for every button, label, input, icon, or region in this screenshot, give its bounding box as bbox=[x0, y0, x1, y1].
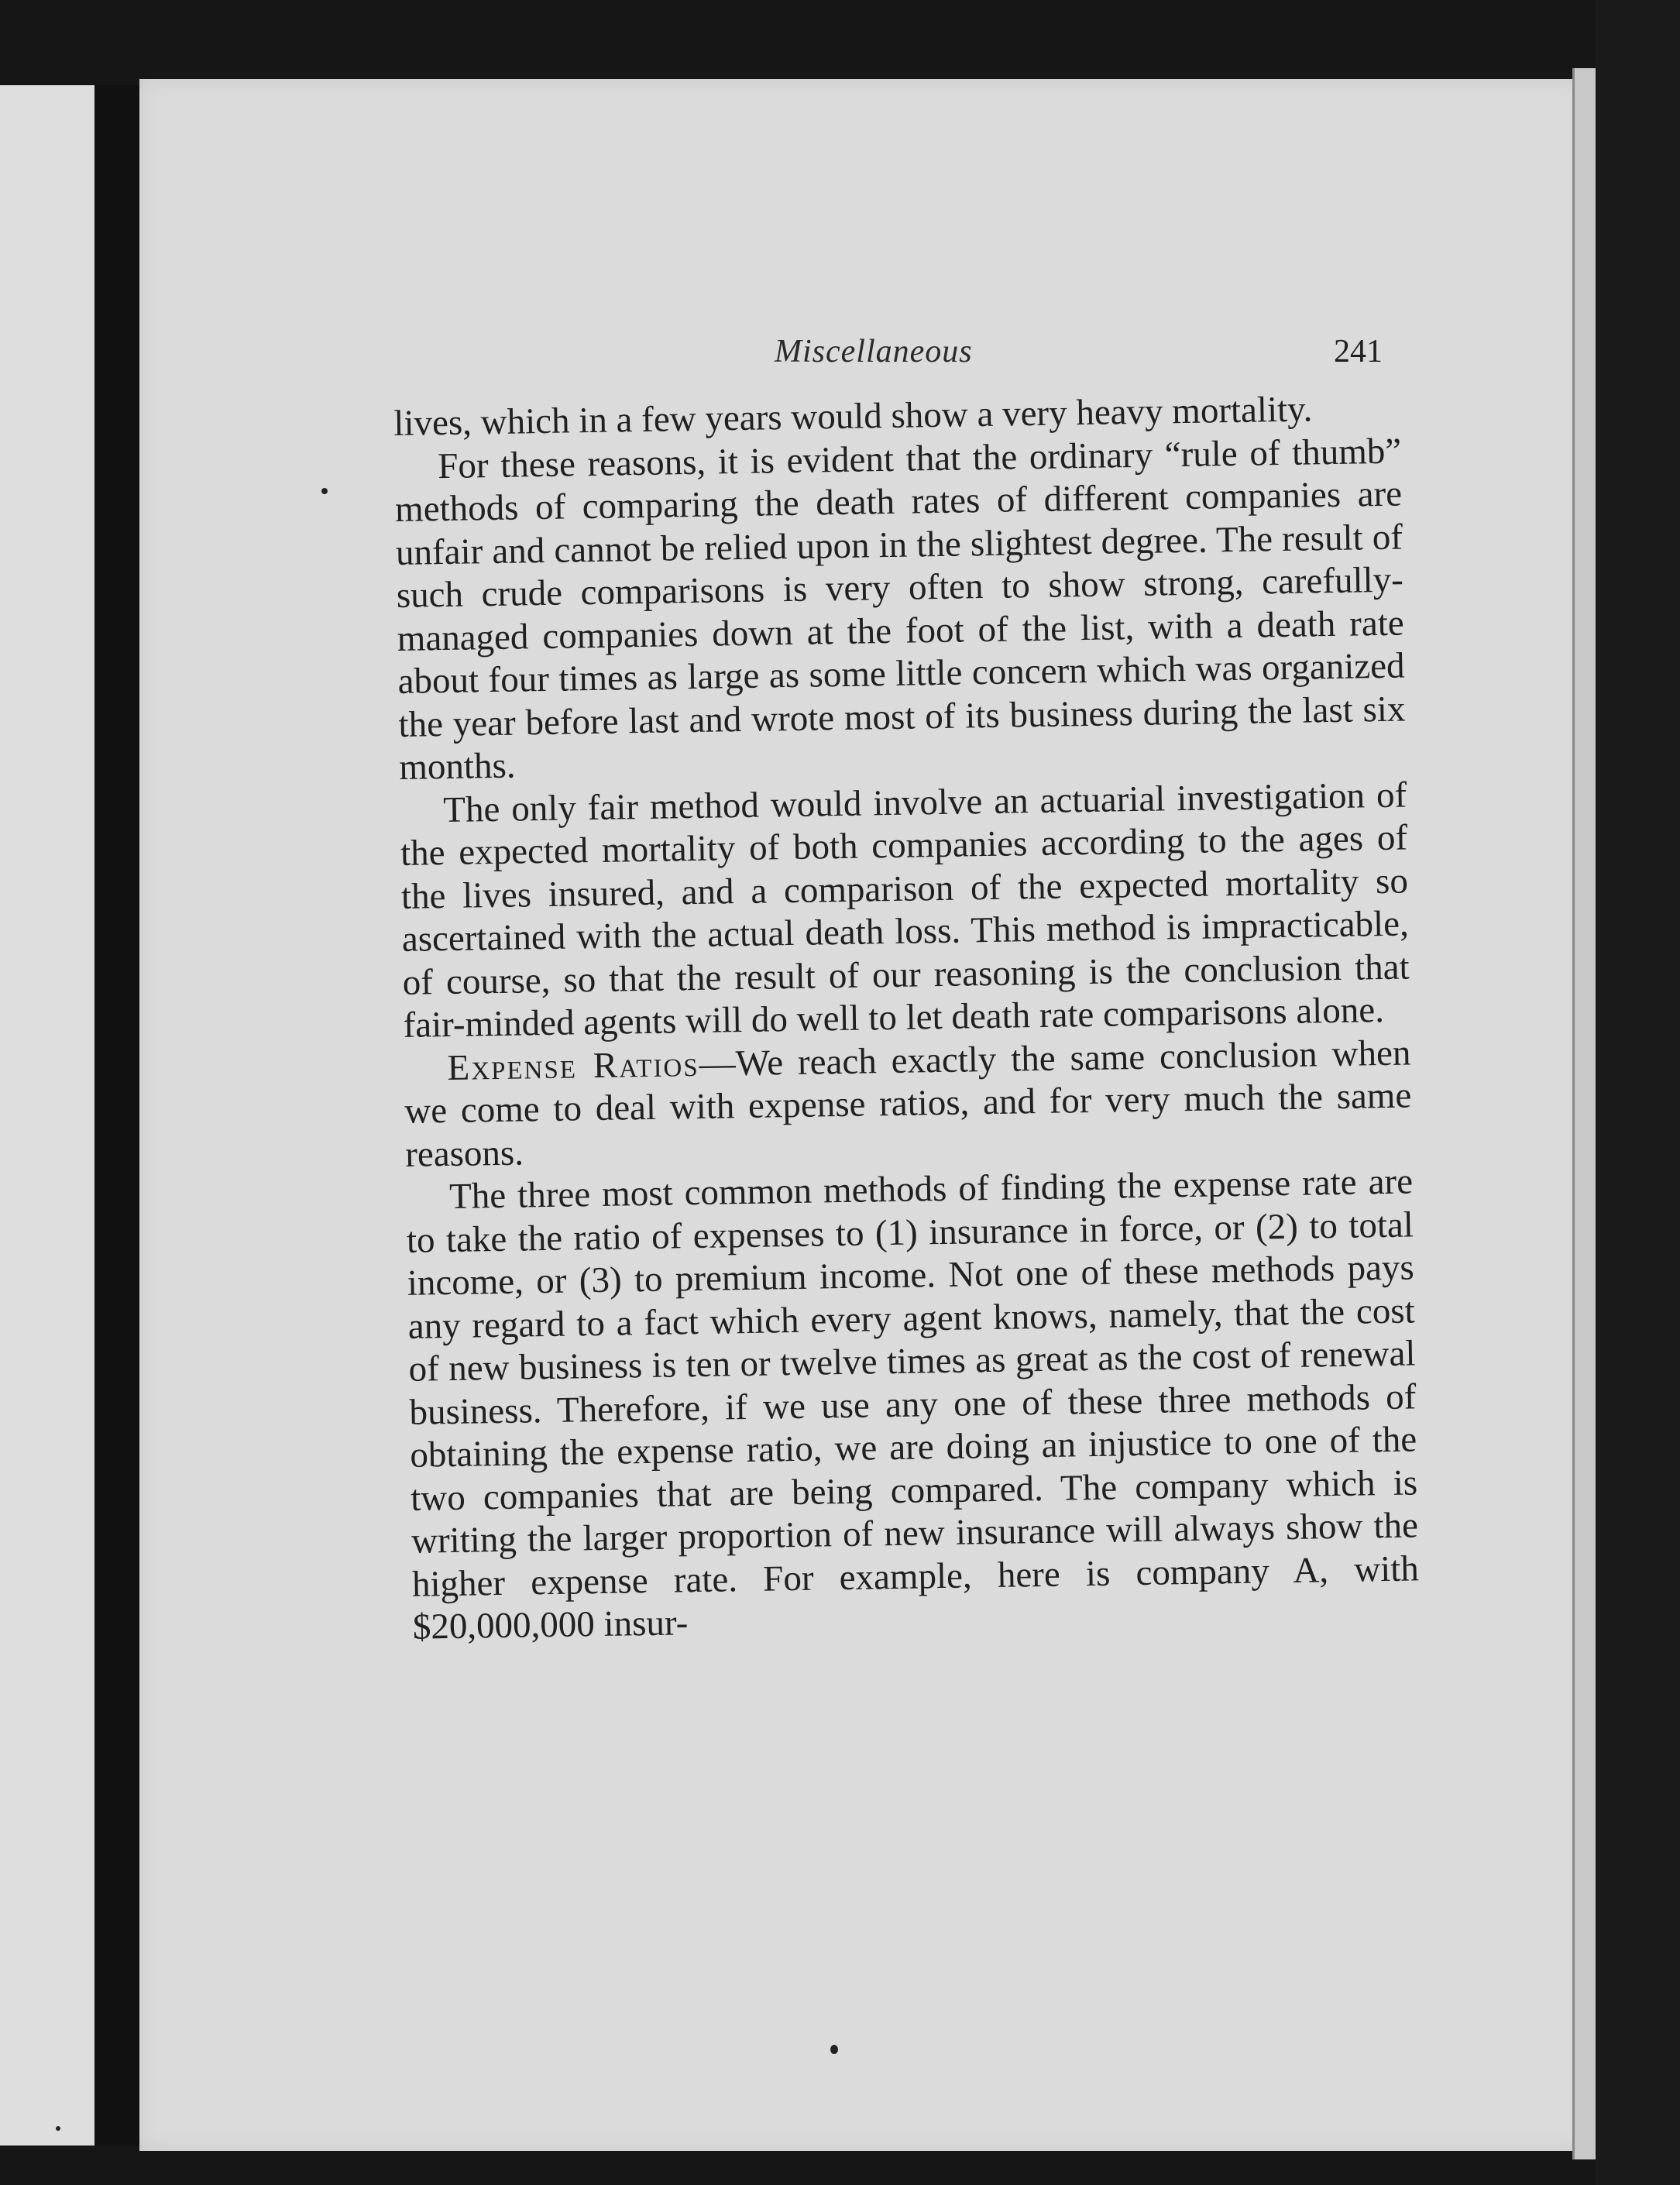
section-paragraph-text: —We reach exactly the same conclusion when we come to deal with expense ratios, and for very much the same reasons. bbox=[404, 1032, 1412, 1175]
paragraph: For these reasons, it is evident that the ordinary “rule of thumb” methods of comparing the death rates of different companies are unfair and cannot be relied upon in the slightest degree. The result of such crude comparisons is very often to show strong, carefully-managed companies down at the foot of the list, with a death rate about four times as large as some little concern which was organized the year before last and wrote most of its business during the last six months. bbox=[394, 431, 1406, 788]
paragraph: lives, which in a few years would show a very heavy mortality. bbox=[393, 389, 1313, 444]
section-heading: Expense Ratios bbox=[447, 1043, 700, 1088]
scan-speck bbox=[56, 2126, 60, 2131]
scan-speck bbox=[830, 2045, 838, 2054]
paragraph: The only fair method would involve an actuarial investigation of the expected mortality of both companies according to the ages of the lives insured, and a comparison of the expected mortality so ascertained with the actual death loss. This method is impracticable, of course, so that the result of our reasoning is the conclusion that fair-minded agents will do well to let death rate comparisons alone. bbox=[400, 775, 1410, 1046]
page-edge-stack bbox=[1572, 68, 1598, 2159]
scan-speck bbox=[321, 488, 328, 494]
paragraph: The three most common methods of finding the expense rate are to take the ratio of expenses to (1) insurance in force, or (2) to total income, or (3) to premium income. Not one of these methods pays any regard to a fact which every agent knows, namely, that the cost of new business is ten or twelve times as great as the cost of renewal business. Therefore, if we use any one of these three methods of obtaining the expense ratio, we are doing an injustice to one of the two companies that are being compared. The company which is writing the larger proportion of new insurance will always show the higher expense rate. For example, here is company A, with $20,000,000 insur- bbox=[406, 1161, 1420, 1647]
book-gutter bbox=[94, 85, 139, 2145]
page-body bbox=[393, 387, 1420, 1650]
page-number: 241 bbox=[1334, 334, 1383, 369]
scan-background bbox=[1596, 0, 1680, 2185]
left-page-edge bbox=[0, 85, 94, 2145]
running-head: Miscellaneous bbox=[775, 334, 973, 369]
section-paragraph bbox=[404, 1032, 1412, 1177]
